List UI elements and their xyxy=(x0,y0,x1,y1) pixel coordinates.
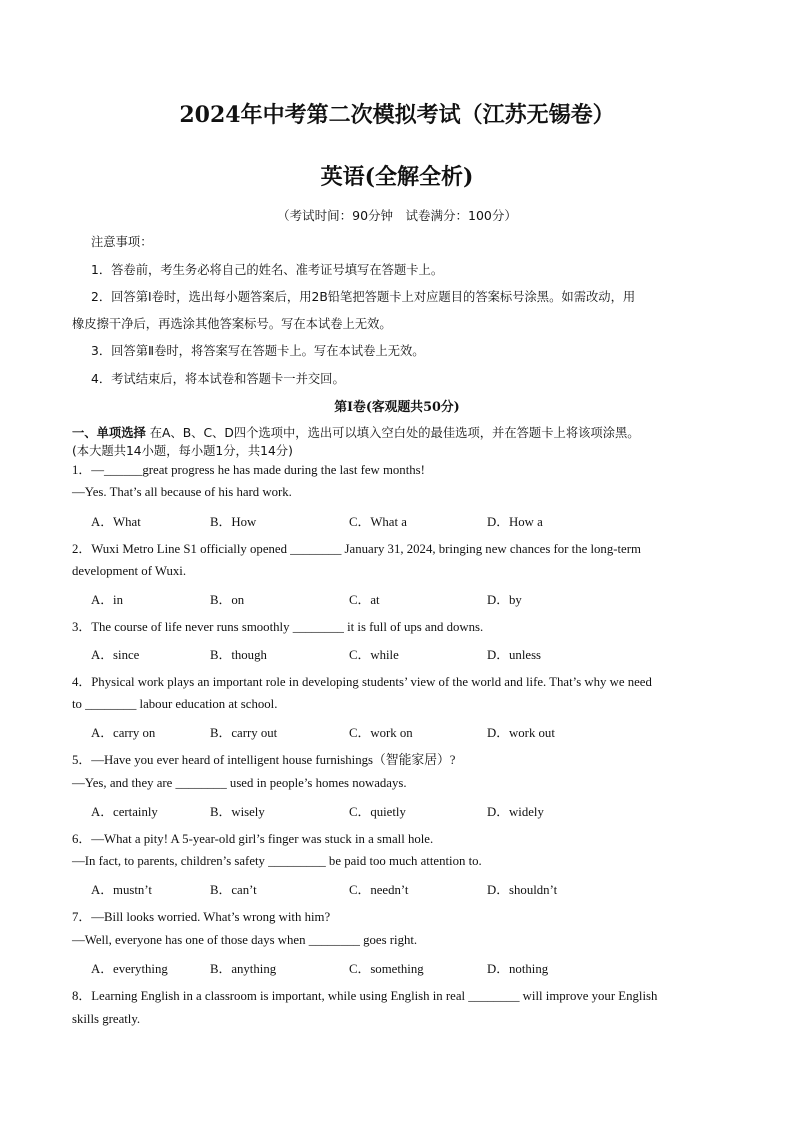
option-a: A．in xyxy=(91,593,123,607)
option-b: B．How xyxy=(210,515,257,529)
question-line: —Well, everyone has one of those days when ________ goes right. xyxy=(72,933,418,947)
option-c: C．something xyxy=(349,962,424,976)
question-line: —In fact, to parents, children’s safety _________ be paid too much attention to. xyxy=(72,854,482,868)
page-title: 2024年中考第二次模拟考试（江苏无锡卷） xyxy=(179,102,615,128)
part-text: 在A、B、C、D四个选项中，选出可以填入空白处的最佳选项，并在答题卡上将该项涂黑。 xyxy=(145,426,640,440)
note-item: 3．回答第Ⅱ卷时，将答案写在答题卡上。写在本试卷上无效。 xyxy=(91,344,425,358)
option-b: B．on xyxy=(210,593,245,607)
question-line: 6．—What a pity! A 5-year-old girl’s finger was stuck in a small hole. xyxy=(72,832,434,846)
option-b: B．anything xyxy=(210,962,277,976)
option-b: B．wisely xyxy=(210,805,265,819)
question-line: to ________ labour education at school. xyxy=(72,697,278,711)
option-d: D．by xyxy=(487,593,522,607)
option-d: D．unless xyxy=(487,648,542,662)
option-c: C．What a xyxy=(349,515,407,529)
note-item: 橡皮擦干净后，再选涂其他答案标号。写在本试卷上无效。 xyxy=(72,317,392,331)
option-a: A．What xyxy=(91,515,141,529)
option-a: A．since xyxy=(91,648,140,662)
exam-info: （考试时间：90分钟 试卷满分：100分） xyxy=(277,208,517,223)
question-line: 8．Learning English in a classroom is important, while using English in real ________ will improve your English xyxy=(72,989,658,1003)
page-subtitle: 英语(全解全析) xyxy=(320,164,474,190)
question-line: 7．—Bill looks worried. What’s wrong with him? xyxy=(72,910,331,924)
option-c: C．work on xyxy=(349,726,413,740)
option-d: D．work out xyxy=(487,726,555,740)
option-a: A．carry on xyxy=(91,726,156,740)
part-label: 一、单项选择 xyxy=(72,426,146,440)
question-line: 2．Wuxi Metro Line S1 officially opened ________ January 31, 2024, bringing new chances for the long-term xyxy=(72,542,641,556)
option-b: B．carry out xyxy=(210,726,278,740)
option-a: A．mustn’t xyxy=(91,883,152,897)
question-line: —Yes. That’s all because of his hard work. xyxy=(72,485,292,499)
question-line: 5．—Have you ever heard of intelligent house furnishings（智能家居）? xyxy=(72,753,456,767)
part-instructions xyxy=(72,423,640,441)
notes-heading: 注意事项： xyxy=(91,235,153,249)
question-line: 4．Physical work plays an important role in developing students’ view of the world and life. That’s why we need xyxy=(72,675,652,689)
question-line: 1．—______great progress he has made during the last few months! xyxy=(72,463,425,477)
note-item: 4．考试结束后，将本试卷和答题卡一并交回。 xyxy=(91,372,345,386)
part-note: (本大题共14小题，每小题1分，共14分) xyxy=(72,444,293,458)
option-c: C．at xyxy=(349,593,380,607)
question-line: 3．The course of life never runs smoothly ________ it is full of ups and downs. xyxy=(72,620,484,634)
question-line: —Yes, and they are ________ used in people’s homes nowadays. xyxy=(72,776,407,790)
note-item: 1．答卷前，考生务必将自己的姓名、准考证号填写在答题卡上。 xyxy=(91,263,444,277)
question-line: skills greatly. xyxy=(72,1012,141,1026)
option-d: D．widely xyxy=(487,805,544,819)
option-d: D．How a xyxy=(487,515,543,529)
option-a: A．certainly xyxy=(91,805,158,819)
option-b: B．can’t xyxy=(210,883,257,897)
section-title: 第Ⅰ卷(客观题共50分) xyxy=(334,400,460,415)
option-b: B．though xyxy=(210,648,267,662)
note-item: 2．回答第Ⅰ卷时，选出每小题答案后，用2B铅笔把答题卡上对应题目的答案标号涂黑。如需改动，用 xyxy=(91,290,636,304)
question-line: development of Wuxi. xyxy=(72,564,187,578)
option-c: C．quietly xyxy=(349,805,406,819)
option-d: D．nothing xyxy=(487,962,549,976)
option-c: C．needn’t xyxy=(349,883,409,897)
option-a: A．everything xyxy=(91,962,168,976)
option-d: D．shouldn’t xyxy=(487,883,558,897)
option-c: C．while xyxy=(349,648,399,662)
